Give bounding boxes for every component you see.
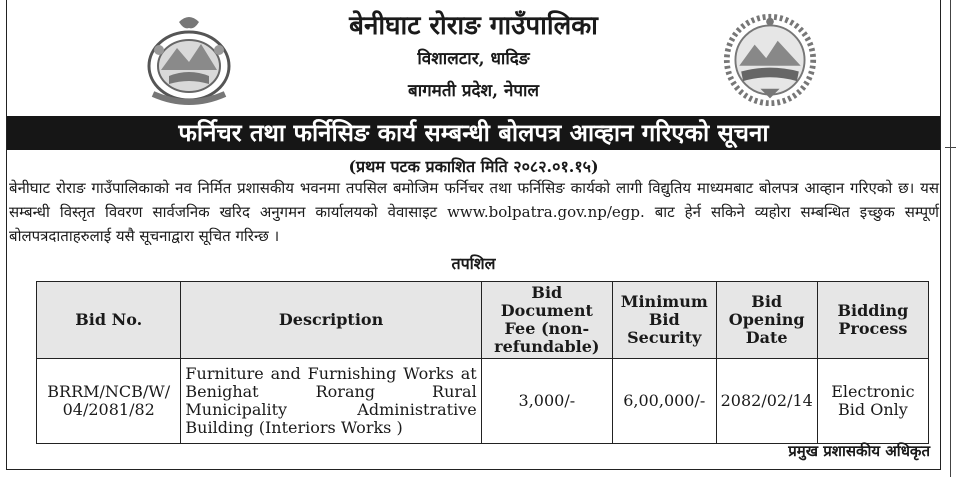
bid-table: [36, 281, 929, 444]
published-date: (प्रथम पटक प्रकाशित मिति २०८२.०१.१५): [348, 157, 599, 176]
notice-header: [7, 0, 940, 115]
header-description: Description: [181, 282, 481, 359]
notice-title-banner: फर्निचर तथा फर्निसिङ कार्य सम्बन्धी बोलपत्र आव्हान गरिएको सूचना: [7, 116, 940, 150]
office-address-province: बागमती प्रदेश, नेपाल: [408, 81, 539, 101]
header-document-fee: Bid Document Fee (non-refundable): [481, 282, 612, 359]
page-edge-line: [950, 0, 951, 477]
header-opening-date: Bid Opening Date: [716, 282, 817, 359]
office-address-district: विशालटार, धादिङ: [417, 49, 530, 69]
signature-designation: प्रमुख प्रशासकीय अधिकृत: [788, 442, 930, 460]
notice-body-text: बेनीघाट रोराङ गाउँपालिकाको नव निर्मित प्रशासकीय भवनमा तपसिल बमोजिम फर्निचर तथा फर्निसिङ कार्यको लागी विद्युतिय माध्यमबाट बोलपत्र आव्हान गरिएको छ। यस सम्बन्धी विस्तृत विवरण सार्वजनिक खरिद अनुगमन कार्यालयको वेवासाइट www.bolpatra.gov.np/egp. बाट हेर्न सकिने व्यहोरा सम्बन्धित इच्छुक सम्पूर्ण बोलपत्रदाताहरुलाई यसै सूचनाद्वारा सूचित गरिन्छ ।: [9, 179, 939, 245]
details-heading: तपशिल: [451, 254, 496, 273]
table-row: [37, 359, 929, 444]
cell-bid-security: 6,00,000/-: [612, 359, 716, 444]
cell-document-fee: 3,000/-: [481, 359, 612, 444]
bid-notice: [6, 0, 941, 470]
cell-opening-date: 2082/02/14: [716, 359, 817, 444]
page-edge-mark: [945, 147, 956, 148]
cell-bid-no: BRRM/NCB/W/ 04/2081/82: [37, 359, 181, 444]
cell-bidding-process: Electronic Bid Only: [817, 359, 928, 444]
header-bidding-process: Bidding Process: [817, 282, 928, 359]
table-header-row: [37, 282, 929, 359]
header-bid-security: Minimum Bid Security: [612, 282, 716, 359]
office-name: बेनीघाट रोराङ गाउँपालिका: [349, 11, 598, 41]
header-bid-no: Bid No.: [37, 282, 181, 359]
cell-description: Furniture and Furnishing Works at Benighat Rorang Rural Municipality Administrative Building (Interiors Works ): [181, 359, 481, 444]
